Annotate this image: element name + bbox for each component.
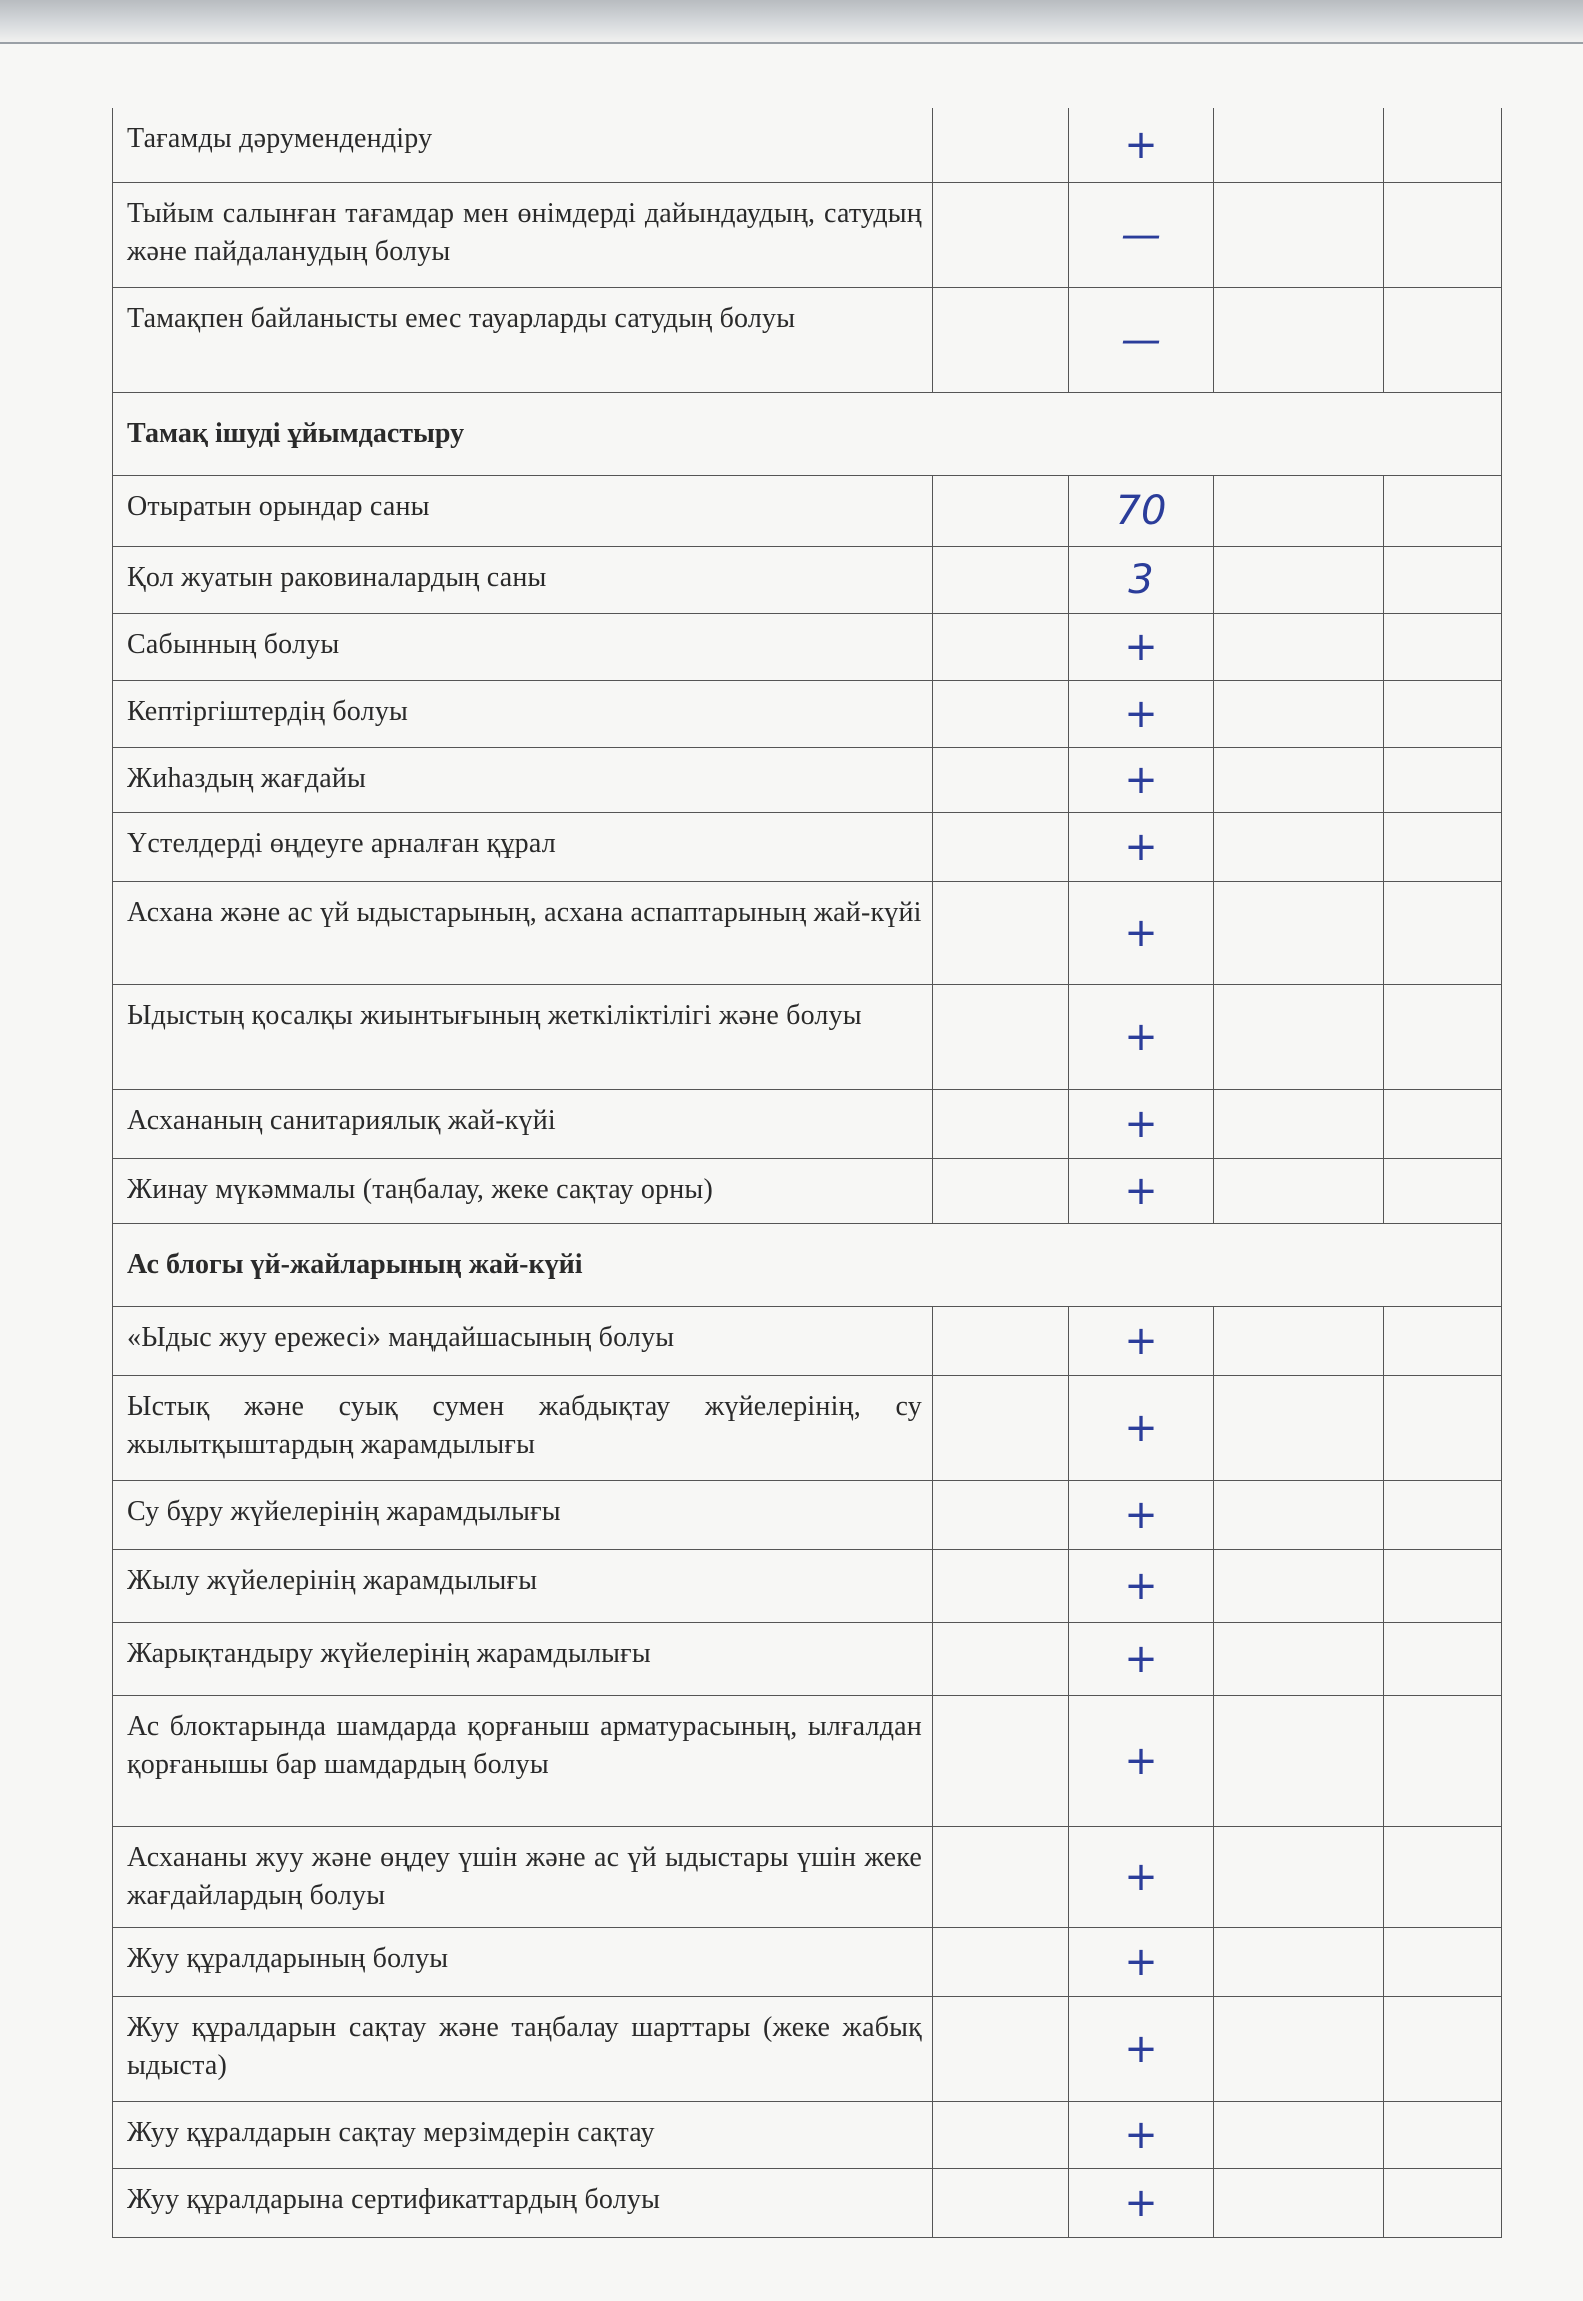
blank-cell <box>933 614 1069 680</box>
blank-cell <box>1384 547 1501 613</box>
blank-cell <box>933 1623 1069 1695</box>
row-label: Асхананың санитариялық жай-күйі <box>113 1090 933 1158</box>
blank-cell <box>1384 2102 1501 2168</box>
handwritten-mark: + <box>1069 1090 1214 1158</box>
handwritten-mark: + <box>1069 2102 1214 2168</box>
blank-cell <box>933 2102 1069 2168</box>
blank-cell <box>1214 813 1384 881</box>
handwritten-mark: — <box>1069 288 1214 392</box>
blank-cell <box>933 1159 1069 1223</box>
blank-cell <box>1384 1307 1501 1375</box>
handwritten-mark: + <box>1069 614 1214 680</box>
handwritten-mark: + <box>1069 1827 1214 1927</box>
table-row <box>113 813 1501 882</box>
table-row <box>113 1159 1501 1224</box>
blank-cell <box>1384 2169 1501 2237</box>
table-row <box>113 1623 1501 1696</box>
blank-cell <box>933 1696 1069 1826</box>
blank-cell <box>933 882 1069 984</box>
blank-cell <box>933 547 1069 613</box>
blank-cell <box>1384 614 1501 680</box>
row-label: Тыйым салынған тағамдар мен өнімдерді дайындаудың, сатудың және пайдаланудың болуы <box>113 183 933 287</box>
blank-cell <box>1214 1090 1384 1158</box>
row-label: Жуу құралдарын сақтау және таңбалау шарттары (жеке жабық ыдыста) <box>113 1997 933 2101</box>
blank-cell <box>1214 476 1384 546</box>
handwritten-mark: + <box>1069 1550 1214 1622</box>
blank-cell <box>933 1827 1069 1927</box>
handwritten-mark: + <box>1069 681 1214 747</box>
blank-cell <box>933 1997 1069 2101</box>
blank-cell <box>933 108 1069 182</box>
table-row <box>113 882 1501 985</box>
table-row <box>113 614 1501 681</box>
blank-cell <box>1214 1481 1384 1549</box>
handwritten-mark: + <box>1069 1376 1214 1480</box>
blank-cell <box>1384 681 1501 747</box>
row-label: Ыдыстың қосалқы жиынтығының жеткіліктілігі және болуы <box>113 985 933 1089</box>
table-row <box>113 1376 1501 1481</box>
blank-cell <box>933 1090 1069 1158</box>
blank-cell <box>933 288 1069 392</box>
blank-cell <box>933 1307 1069 1375</box>
handwritten-mark: + <box>1069 1159 1214 1223</box>
blank-cell <box>1384 183 1501 287</box>
blank-cell <box>1214 1550 1384 1622</box>
blank-cell <box>1384 1550 1501 1622</box>
row-label: Жинау мүкәммалы (таңбалау, жеке сақтау орны) <box>113 1159 933 1223</box>
row-label: Жиһаздың жағдайы <box>113 748 933 812</box>
blank-cell <box>1214 2169 1384 2237</box>
row-label: Қол жуатын раковиналардың саны <box>113 547 933 613</box>
blank-cell <box>1384 882 1501 984</box>
blank-cell <box>1214 1623 1384 1695</box>
blank-cell <box>1384 748 1501 812</box>
blank-cell <box>1214 1928 1384 1996</box>
blank-cell <box>933 985 1069 1089</box>
row-label: Сабынның болуы <box>113 614 933 680</box>
section-heading: Тамақ ішуді ұйымдастыру <box>113 393 1501 476</box>
blank-cell <box>933 2169 1069 2237</box>
row-label: Тағамды дәрумендендіру <box>113 108 933 182</box>
blank-cell <box>933 681 1069 747</box>
table-row <box>113 2102 1501 2169</box>
blank-cell <box>1214 288 1384 392</box>
blank-cell <box>933 476 1069 546</box>
blank-cell <box>1384 1696 1501 1826</box>
row-label: Жуу құралдарын сақтау мерзімдерін сақтау <box>113 2102 933 2168</box>
blank-cell <box>1384 813 1501 881</box>
table-row <box>113 1307 1501 1376</box>
handwritten-mark: + <box>1069 1997 1214 2101</box>
blank-cell <box>1214 614 1384 680</box>
handwritten-mark: + <box>1069 1307 1214 1375</box>
row-label: Су бұру жүйелерінің жарамдылығы <box>113 1481 933 1549</box>
row-label: Жуу құралдарына сертификаттардың болуы <box>113 2169 933 2237</box>
handwritten-mark: + <box>1069 1623 1214 1695</box>
handwritten-mark: + <box>1069 2169 1214 2237</box>
checklist-table <box>112 108 1502 2238</box>
blank-cell <box>1384 1997 1501 2101</box>
row-label: Жарықтандыру жүйелерінің жарамдылығы <box>113 1623 933 1695</box>
handwritten-mark: + <box>1069 813 1214 881</box>
blank-cell <box>1384 985 1501 1089</box>
handwritten-mark: + <box>1069 108 1214 182</box>
table-row <box>113 1481 1501 1550</box>
table-row <box>113 547 1501 614</box>
table-row <box>113 476 1501 547</box>
handwritten-mark: + <box>1069 748 1214 812</box>
blank-cell <box>933 813 1069 881</box>
scanner-edge <box>0 0 1583 44</box>
row-label: Тамақпен байланысты емес тауарларды сатудың болуы <box>113 288 933 392</box>
table-row <box>113 288 1501 393</box>
blank-cell <box>1384 1159 1501 1223</box>
row-label: Кептіргіштердің болуы <box>113 681 933 747</box>
table-row <box>113 2169 1501 2238</box>
table-row <box>113 1550 1501 1623</box>
table-row <box>113 1928 1501 1997</box>
table-row <box>113 681 1501 748</box>
row-label: Ыстық және суық сумен жабдықтау жүйелерінің, су жылытқыштардың жарамдылығы <box>113 1376 933 1480</box>
blank-cell <box>1214 2102 1384 2168</box>
blank-cell <box>933 183 1069 287</box>
section-heading: Ас блогы үй-жайларының жай-күйі <box>113 1224 1501 1307</box>
blank-cell <box>1214 1696 1384 1826</box>
blank-cell <box>1384 108 1501 182</box>
table-row <box>113 1090 1501 1159</box>
handwritten-mark: — <box>1069 183 1214 287</box>
table-row <box>113 1997 1501 2102</box>
blank-cell <box>1214 748 1384 812</box>
blank-cell <box>1214 882 1384 984</box>
blank-cell <box>1214 985 1384 1089</box>
handwritten-mark: 70 <box>1069 476 1214 546</box>
table-row <box>113 985 1501 1090</box>
table-row <box>113 108 1501 183</box>
blank-cell <box>1214 1307 1384 1375</box>
blank-cell <box>1384 1623 1501 1695</box>
row-label: Үстелдерді өңдеуге арналған құрал <box>113 813 933 881</box>
blank-cell <box>1214 1376 1384 1480</box>
blank-cell <box>933 1376 1069 1480</box>
blank-cell <box>1384 1928 1501 1996</box>
blank-cell <box>1384 1090 1501 1158</box>
blank-cell <box>1214 547 1384 613</box>
table-row <box>113 1827 1501 1928</box>
blank-cell <box>1384 288 1501 392</box>
blank-cell <box>1214 1997 1384 2101</box>
blank-cell <box>1214 1159 1384 1223</box>
handwritten-mark: + <box>1069 1481 1214 1549</box>
blank-cell <box>1214 183 1384 287</box>
handwritten-mark: + <box>1069 1928 1214 1996</box>
table-row <box>113 748 1501 813</box>
handwritten-mark: + <box>1069 985 1214 1089</box>
row-label: Отыратын орындар саны <box>113 476 933 546</box>
table-row <box>113 183 1501 288</box>
row-label: «Ыдыс жуу ережесі» маңдайшасының болуы <box>113 1307 933 1375</box>
row-label: Жылу жүйелерінің жарамдылығы <box>113 1550 933 1622</box>
blank-cell <box>1214 1827 1384 1927</box>
handwritten-mark: + <box>1069 882 1214 984</box>
blank-cell <box>1214 108 1384 182</box>
blank-cell <box>1384 1827 1501 1927</box>
blank-cell <box>1214 681 1384 747</box>
table-row <box>113 1696 1501 1827</box>
handwritten-mark: + <box>1069 1696 1214 1826</box>
blank-cell <box>1384 1481 1501 1549</box>
row-label: Асхана және ас үй ыдыстарының, асхана аспаптарының жай-күйі <box>113 882 933 984</box>
blank-cell <box>1384 1376 1501 1480</box>
blank-cell <box>1384 476 1501 546</box>
row-label: Жуу құралдарының болуы <box>113 1928 933 1996</box>
blank-cell <box>933 748 1069 812</box>
blank-cell <box>933 1481 1069 1549</box>
handwritten-mark: 3 <box>1069 547 1214 613</box>
row-label: Асхананы жуу және өңдеу үшін және ас үй ыдыстары үшін жеке жағдайлардың болуы <box>113 1827 933 1927</box>
blank-cell <box>933 1550 1069 1622</box>
row-label: Ас блоктарында шамдарда қорғаныш арматурасының, ылғалдан қорғанышы бар шамдардың болуы <box>113 1696 933 1826</box>
blank-cell <box>933 1928 1069 1996</box>
